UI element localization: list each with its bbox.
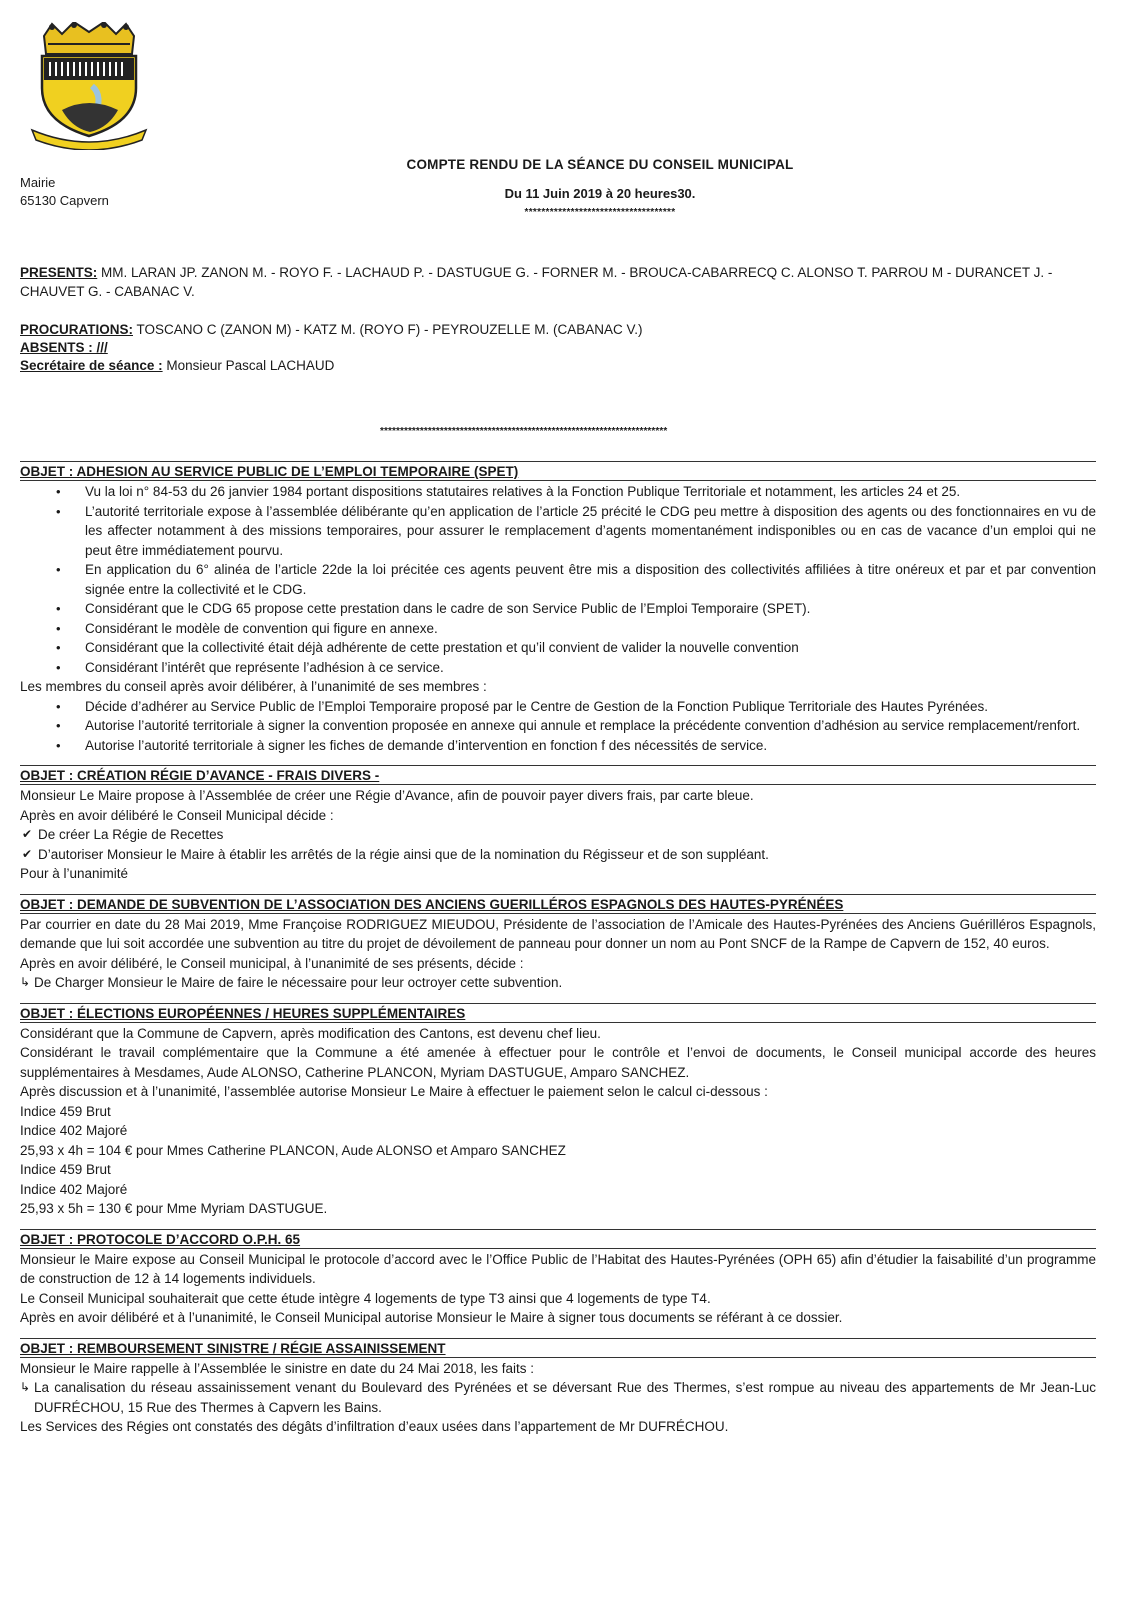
arrow-item: ↳ La canalisation du réseau assainissement venant du Boulevard des Pyrénées et se déversant Rue des Thermes, s’est rompue au niveau des appartements de Mr Jean-Luc DUFRÉCHOU, 15 Rue des Thermes à Capvern les Bains.	[20, 1380, 1096, 1415]
presents-label: PRESENTS:	[20, 265, 98, 280]
list-item: • Autorise l’autorité territoriale à signer la convention proposée en annexe qui annule et remplace la précédente convention d’adhésion au service remplacement/renfort.	[85, 716, 1096, 736]
indice-line: Indice 402 Majoré	[20, 1181, 128, 1197]
section-title: OBJET : ADHESION AU SERVICE PUBLIC DE L’EMPLOI TEMPORAIRE (SPET)	[20, 461, 1096, 481]
paragraph: Les membres du conseil après avoir délibérer, à l’unanimité de ses membres :	[20, 679, 487, 694]
checkmark-icon: ✔	[22, 827, 33, 841]
secretaire-text: Monsieur Pascal LACHAUD	[162, 358, 335, 373]
paragraph: Après discussion et à l’unanimité, l’assemblée autorise Monsieur Le Maire à effectuer le paiement selon le calcul ci-dessous :	[20, 1084, 768, 1099]
section-oph	[20, 1229, 1096, 1328]
bullet-list	[20, 697, 1096, 756]
list-item: • Décide d’adhérer au Service Public de l’Emploi Temporaire proposé par le Centre de Gestion de la Fonction Publique Territoriale des Hautes Pyrénées.	[85, 697, 1096, 717]
stars-separator-short: ************************************	[524, 207, 676, 218]
list-item: • En application du 6° alinéa de l’article 22de la loi précitée ces agents peuvent être mis a disposition des collectivités affiliées à titre onéreux et par et par convention signée entre la collectivité et le CDG.	[85, 560, 1096, 599]
section-subvention	[20, 894, 1096, 993]
section-title: OBJET : ÉLECTIONS EUROPÉENNES / HEURES SUPPLÉMENTAIRES	[20, 1003, 1096, 1023]
presents-text: MM. LARAN JP. ZANON M. - ROYO F. - LACHAUD P. - DASTUGUE G. - FORNER M. - BROUCA-CABARRECQ C. ALONSO T. PARROU M - DURANCET J. - CHAUVET G. - CABANAC V.	[20, 265, 1053, 299]
list-item: • Considérant que le CDG 65 propose cette prestation dans le cadre de son Service Public de l’Emploi Temporaire (SPET).	[85, 599, 1096, 619]
secretaire-label: Secrétaire de séance :	[20, 358, 163, 373]
absents-label: ABSENTS : ///	[20, 340, 108, 355]
calculation-line: 25,93 x 5h = 130 € pour Mme Myriam DASTUGUE.	[20, 1201, 328, 1216]
paragraph: Monsieur le Maire expose au Conseil Municipal le protocole d’accord avec le l’Office Public de l’Habitat des Hautes-Pyrénées (OPH 65) afin d’étudier la faisabilité d’un programme de construction de 12 à 14 logements individuels.	[20, 1251, 1096, 1286]
absents-block	[20, 338, 1110, 357]
section-title: OBJET : REMBOURSEMENT SINISTRE / RÉGIE ASSAINISSEMENT	[20, 1338, 1096, 1358]
checkmark-icon: ✔	[22, 846, 33, 861]
paragraph: Pour à l’unanimité	[20, 866, 129, 881]
list-item: • Autorise l’autorité territoriale à signer les fiches de demande d’intervention en fonction f des nécessités de service.	[85, 736, 1096, 756]
coat-of-arms-logo	[22, 22, 157, 150]
paragraph: Monsieur le Maire rappelle à l’Assemblée le sinistre en date du 24 Mai 2018, les faits :	[20, 1360, 535, 1376]
session-date: Du 11 Juin 2019 à 20 heures30.	[504, 186, 696, 201]
page-title: COMPTE RENDU DE LA SÉANCE DU CONSEIL MUNICIPAL	[406, 157, 794, 172]
section-elections	[20, 1003, 1096, 1219]
bullet-list	[20, 482, 1096, 677]
paragraph: Les Services des Régies ont constatés des dégâts d’infiltration d’eaux usées dans l’appartement de Mr DUFRÉCHOU.	[20, 1419, 729, 1434]
paragraph: Après en avoir délibéré et à l’unanimité, le Conseil Municipal autorise Monsieur le Maire à signer tous documents se référant à ce dossier.	[20, 1310, 843, 1325]
paragraph: Monsieur Le Maire propose à l’Assemblée de créer une Régie d’Avance, afin de pouvoir payer divers frais, par carte bleue.	[20, 788, 754, 803]
list-item: • L’autorité territoriale expose à l’assemblée délibérante qu’en application de l’article 25 précité le CDG peu mettre à disposition des agents ou des fonctionnaires en vu de les affecter notamment à des missions temporaires, pour assurer le remplacement d’agents momentanément indisponibles ou en cas de vacance d’un emploi qui ne peut être immédiatement pourvu.	[85, 502, 1096, 561]
check-item: ✔ De créer La Régie de Recettes	[20, 825, 1096, 845]
section-sinistre	[20, 1338, 1096, 1437]
arrow-item: ↳ De Charger Monsieur le Maire de faire le nécessaire pour leur octroyer cette subvention.	[20, 973, 1096, 993]
check-item: ✔ D’autoriser Monsieur le Maire à établir les arrêtés de la régie ainsi que de la nomination du Régisseur et de son suppléant.	[20, 845, 1096, 865]
procurations-text: TOSCANO C (ZANON M) - KATZ M. (ROYO F) - PEYROUZELLE M. (CABANAC V.)	[133, 322, 643, 337]
section-title: OBJET : CRÉATION RÉGIE D’AVANCE - FRAIS DIVERS -	[20, 765, 1096, 785]
paragraph: Le Conseil Municipal souhaiterait que cette étude intègre 4 logements de type T3 ainsi que 4 logements de type T4.	[20, 1290, 711, 1306]
list-item: • Vu la loi n° 84-53 du 26 janvier 1984 portant dispositions statutaires relatives à la Fonction Publique Territoriale et notamment, les articles 24 et 25.	[85, 482, 1096, 502]
mairie-address	[20, 174, 109, 210]
presents-block	[20, 263, 1110, 301]
crown-icon	[44, 22, 134, 54]
procurations-label: PROCURATIONS:	[20, 322, 133, 337]
indice-line: Indice 459 Brut	[20, 1103, 111, 1119]
calculation-line: 25,93 x 4h = 104 € pour Mmes Catherine PLANCON, Aude ALONSO et Amparo SANCHEZ	[20, 1142, 566, 1158]
list-item: • Considérant l’intérêt que représente l’adhésion à ce service.	[85, 658, 1096, 678]
indice-line: Indice 402 Majoré	[20, 1123, 128, 1138]
shield-icon	[42, 56, 136, 136]
procurations-block	[20, 320, 1110, 339]
mairie-line1: Mairie	[20, 175, 56, 190]
section-regie	[20, 765, 1096, 884]
list-item: • Considérant le modèle de convention qui figure en annexe.	[85, 619, 1096, 639]
paragraph: Considérant le travail complémentaire que la Commune a été amenée à effectuer pour le contrôle et l’envoi de documents, le Conseil municipal accorde des heures supplémentaires à Mesdames, Aude ALONSO, Catherine PLANCON, Myriam DASTUGUE, Amparo SANCHEZ.	[20, 1045, 1096, 1080]
paragraph: Après en avoir délibéré le Conseil Municipal décide :	[20, 807, 334, 823]
arrow-icon: ↳	[20, 975, 31, 989]
stars-separator-long: ************************************************************************	[380, 426, 668, 437]
list-item: • Considérant que la collectivité était déjà adhérente de cette prestation et qu’il convient de valider la nouvelle convention	[85, 638, 1096, 658]
title-block	[360, 157, 840, 218]
paragraph: Après en avoir délibéré, le Conseil municipal, à l’unanimité de ses présents, décide :	[20, 955, 524, 971]
indice-line: Indice 459 Brut	[20, 1162, 111, 1177]
deliberations	[20, 461, 1096, 1447]
section-spet	[20, 461, 1096, 755]
paragraph: Par courrier en date du 28 Mai 2019, Mme Françoise RODRIGUEZ MIEUDOU, Présidente de l’association de l’Amicale des Hautes-Pyrénées des Anciens Guérilléros Espagnols, demande que lui soit accordée une subvention au titre du projet de dévoilement de panneau pour donner un nom au Pont SNCF de la Rampe de Capvern de 152, 40 euros.	[20, 916, 1096, 951]
arrow-icon: ↳	[20, 1380, 31, 1394]
secretaire-block	[20, 356, 1110, 375]
section-title: OBJET : DEMANDE DE SUBVENTION DE L’ASSOCIATION DES ANCIENS GUERILLÉROS ESPAGNOLS DES HAUTES-PYRÉNÉES	[20, 894, 1096, 914]
mairie-line2: 65130 Capvern	[20, 193, 109, 208]
paragraph: Considérant que la Commune de Capvern, après modification des Cantons, est devenu chef lieu.	[20, 1025, 601, 1041]
section-title: OBJET : PROTOCOLE D’ACCORD O.P.H. 65	[20, 1229, 1096, 1249]
